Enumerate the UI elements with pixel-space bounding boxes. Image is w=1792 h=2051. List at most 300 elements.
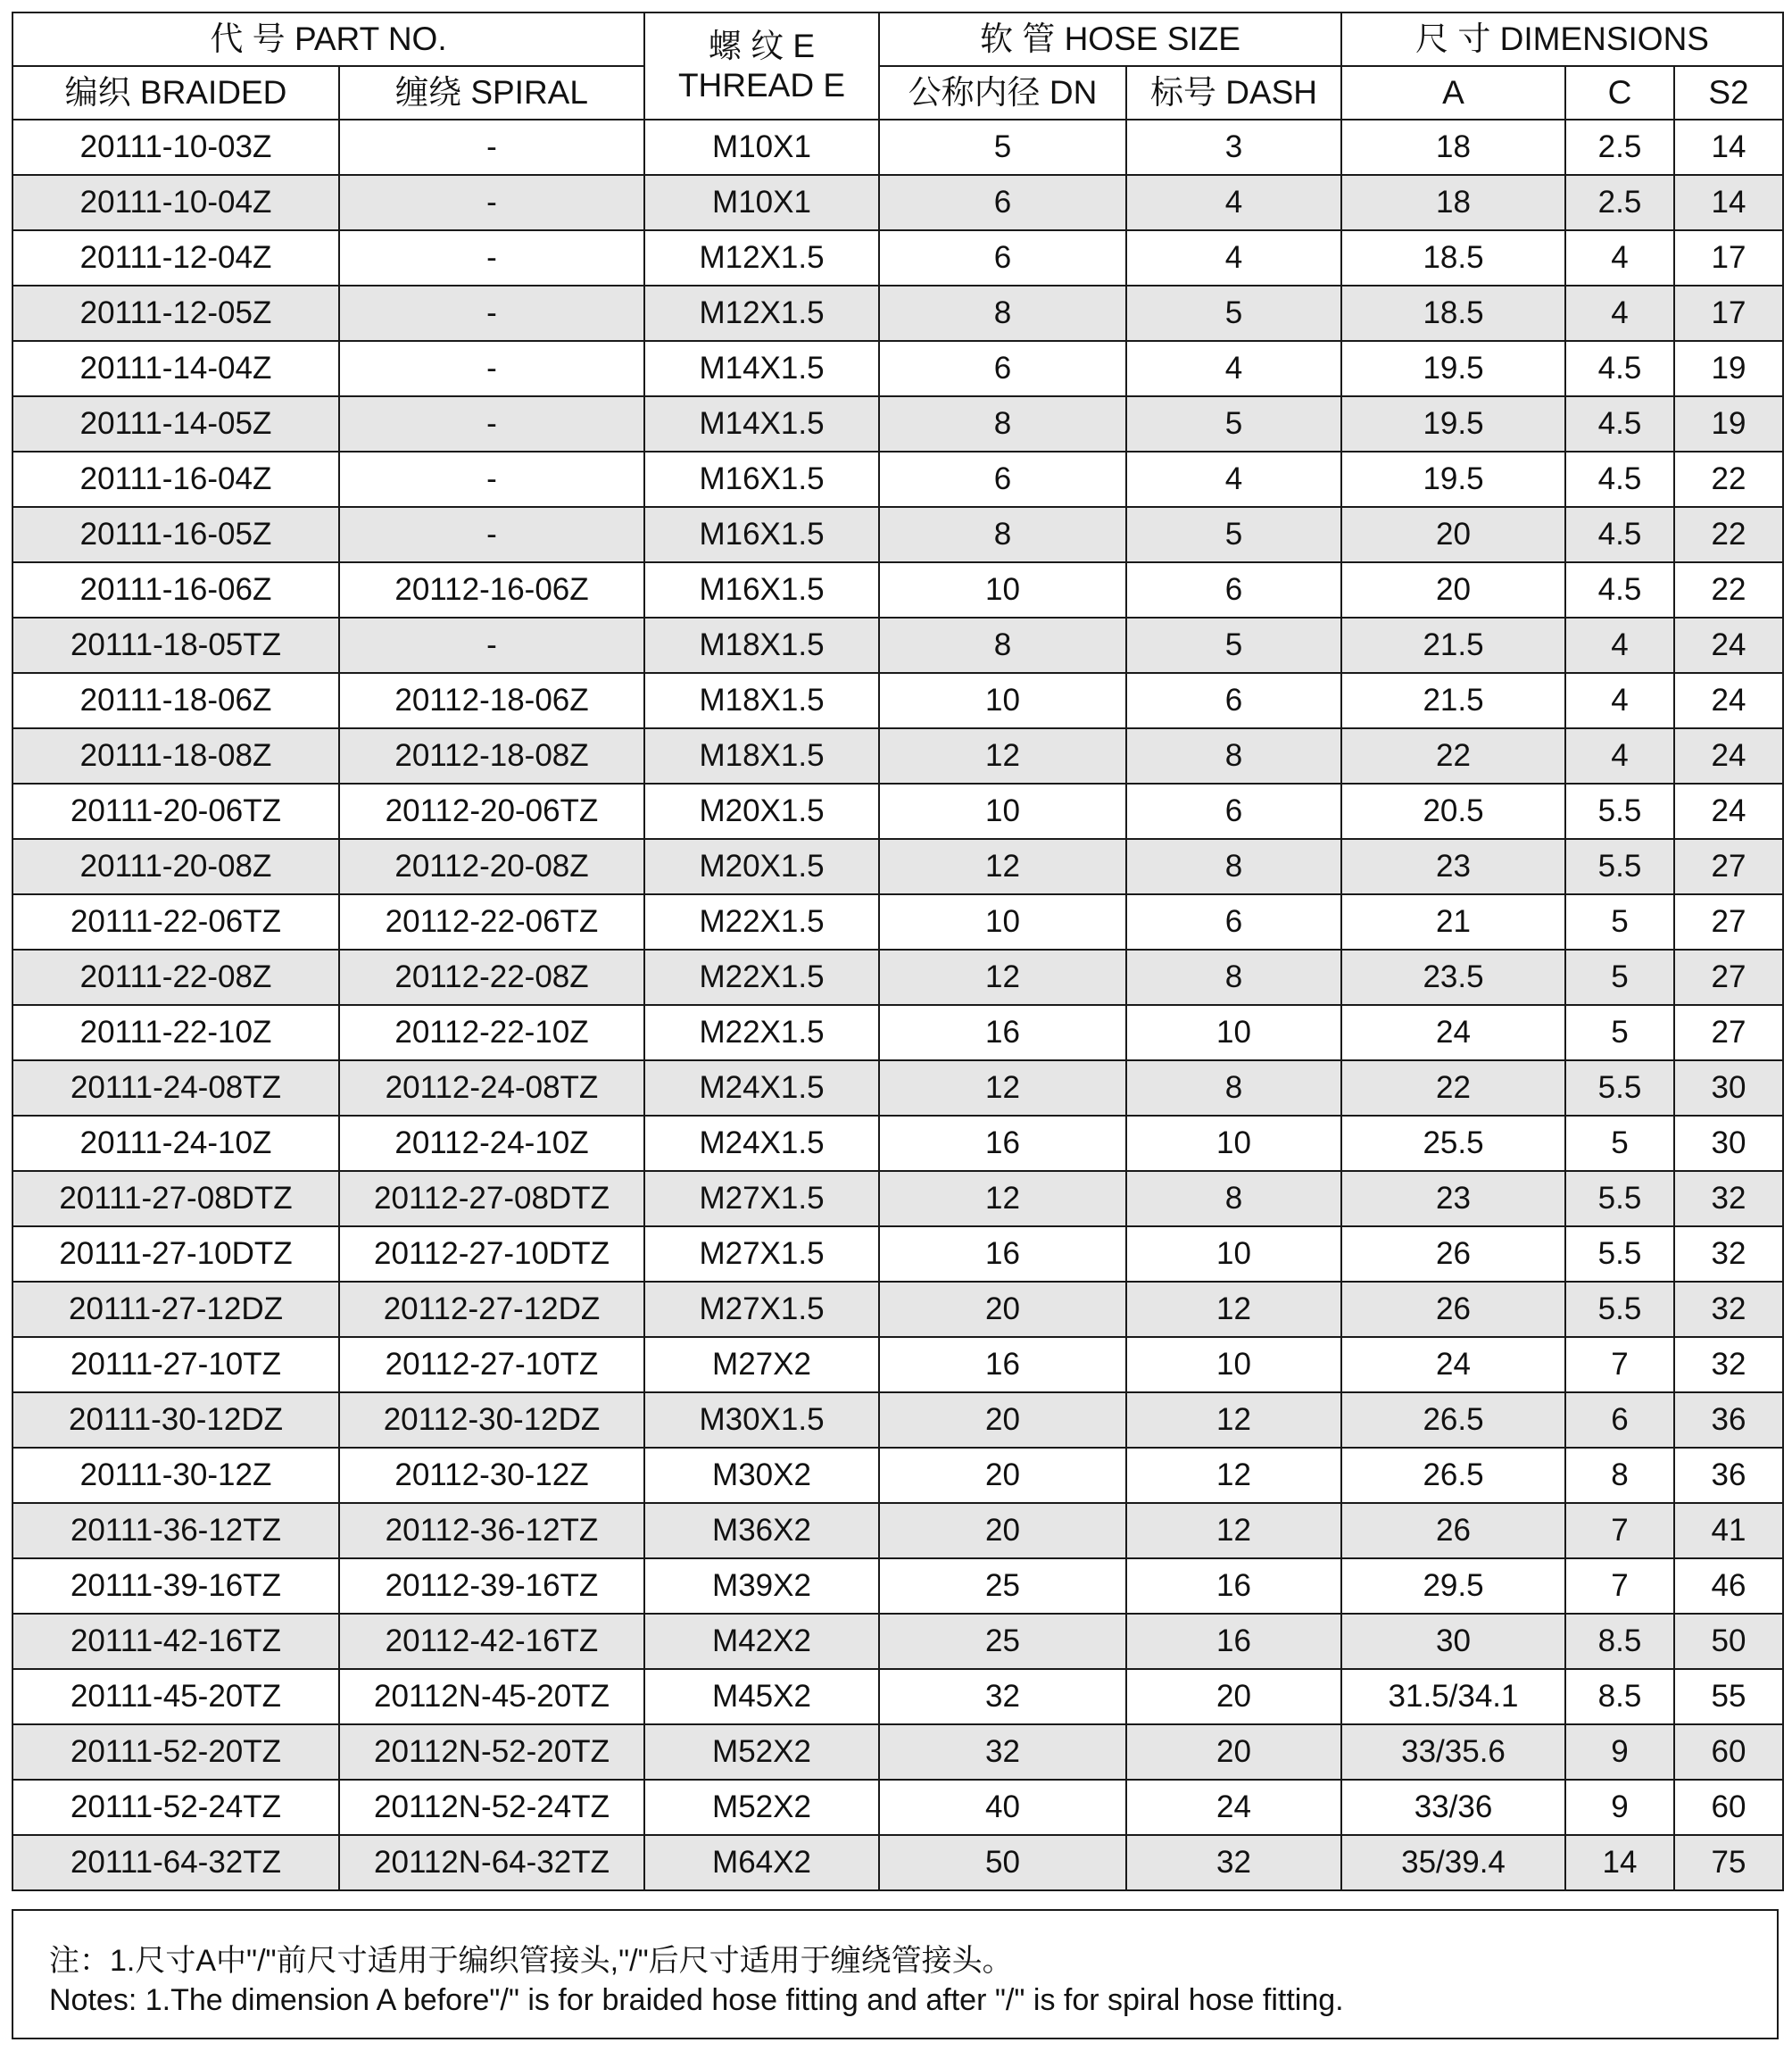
spiral-part-cell: 20112-22-08Z bbox=[339, 950, 644, 1005]
spiral-part-cell: 20112N-64-32TZ bbox=[339, 1835, 644, 1890]
dn-cell: 12 bbox=[879, 950, 1126, 1005]
thread-cell: M24X1.5 bbox=[644, 1060, 879, 1116]
dimension-c-cell: 8.5 bbox=[1565, 1614, 1674, 1669]
braided-part-cell: 20111-45-20TZ bbox=[12, 1669, 339, 1724]
spiral-part-cell: 20112-24-08TZ bbox=[339, 1060, 644, 1116]
dimension-s2-cell: 60 bbox=[1674, 1780, 1783, 1835]
dimension-c-cell: 5.5 bbox=[1565, 1171, 1674, 1226]
thread-cell: M42X2 bbox=[644, 1614, 879, 1669]
dash-cell: 4 bbox=[1126, 230, 1341, 286]
thread-header bbox=[644, 12, 879, 120]
dimension-s2-cell: 41 bbox=[1674, 1503, 1783, 1558]
dimension-a-cell: 19.5 bbox=[1341, 452, 1565, 507]
thread-cell: M27X1.5 bbox=[644, 1171, 879, 1226]
dimension-s2-cell: 19 bbox=[1674, 396, 1783, 452]
dimension-c-cell: 2.5 bbox=[1565, 120, 1674, 175]
dimension-a-header: A bbox=[1341, 66, 1565, 120]
spiral-part-cell: - bbox=[339, 507, 644, 562]
spiral-part-cell: - bbox=[339, 618, 644, 673]
dimension-a-cell: 22 bbox=[1341, 1060, 1565, 1116]
dn-cell: 16 bbox=[879, 1005, 1126, 1060]
dn-cell: 12 bbox=[879, 1171, 1126, 1226]
dash-cell: 12 bbox=[1126, 1503, 1341, 1558]
dimension-a-cell: 21 bbox=[1341, 894, 1565, 950]
dimension-s2-cell: 32 bbox=[1674, 1337, 1783, 1392]
dash-cell: 10 bbox=[1126, 1337, 1341, 1392]
dash-cell: 6 bbox=[1126, 784, 1341, 839]
braided-part-cell: 20111-27-10DTZ bbox=[12, 1226, 339, 1282]
dn-cell: 8 bbox=[879, 618, 1126, 673]
braided-part-cell: 20111-14-05Z bbox=[12, 396, 339, 452]
spec-table bbox=[12, 12, 1784, 1891]
dimensions-header: 尺 寸 DIMENSIONS bbox=[1341, 12, 1783, 66]
braided-part-cell: 20111-22-08Z bbox=[12, 950, 339, 1005]
dn-cell: 32 bbox=[879, 1724, 1126, 1780]
braided-part-cell: 20111-18-08Z bbox=[12, 728, 339, 784]
thread-cell: M22X1.5 bbox=[644, 1005, 879, 1060]
thread-cell: M27X1.5 bbox=[644, 1282, 879, 1337]
dimension-c-cell: 2.5 bbox=[1565, 175, 1674, 230]
table-row bbox=[12, 1503, 1783, 1558]
braided-part-cell: 20111-39-16TZ bbox=[12, 1558, 339, 1614]
thread-cell: M18X1.5 bbox=[644, 728, 879, 784]
dimension-a-cell: 20 bbox=[1341, 562, 1565, 618]
dash-cell: 8 bbox=[1126, 1171, 1341, 1226]
dash-cell: 10 bbox=[1126, 1005, 1341, 1060]
dimension-a-cell: 30 bbox=[1341, 1614, 1565, 1669]
dash-header: 标号 DASH bbox=[1126, 66, 1341, 120]
notes-box bbox=[12, 1909, 1779, 2039]
table-row bbox=[12, 562, 1783, 618]
dimension-a-cell: 21.5 bbox=[1341, 618, 1565, 673]
dash-cell: 5 bbox=[1126, 396, 1341, 452]
dimension-s2-cell: 17 bbox=[1674, 286, 1783, 341]
thread-cell: M18X1.5 bbox=[644, 618, 879, 673]
dn-cell: 20 bbox=[879, 1282, 1126, 1337]
braided-part-cell: 20111-18-05TZ bbox=[12, 618, 339, 673]
dimension-s2-cell: 19 bbox=[1674, 341, 1783, 396]
spiral-part-cell: - bbox=[339, 175, 644, 230]
table-row bbox=[12, 950, 1783, 1005]
thread-cell: M16X1.5 bbox=[644, 562, 879, 618]
dash-cell: 3 bbox=[1126, 120, 1341, 175]
dimension-a-cell: 21.5 bbox=[1341, 673, 1565, 728]
dimension-s2-cell: 22 bbox=[1674, 452, 1783, 507]
thread-cell: M16X1.5 bbox=[644, 507, 879, 562]
dimension-a-cell: 19.5 bbox=[1341, 396, 1565, 452]
dn-cell: 10 bbox=[879, 894, 1126, 950]
table-row bbox=[12, 1060, 1783, 1116]
braided-part-cell: 20111-18-06Z bbox=[12, 673, 339, 728]
dimension-s2-cell: 14 bbox=[1674, 175, 1783, 230]
dimension-s2-cell: 75 bbox=[1674, 1835, 1783, 1890]
thread-cell: M20X1.5 bbox=[644, 784, 879, 839]
spiral-part-cell: 20112-39-16TZ bbox=[339, 1558, 644, 1614]
thread-cell: M16X1.5 bbox=[644, 452, 879, 507]
dimension-c-cell: 8.5 bbox=[1565, 1669, 1674, 1724]
dimension-a-cell: 26 bbox=[1341, 1503, 1565, 1558]
thread-cell: M45X2 bbox=[644, 1669, 879, 1724]
dimension-c-cell: 4.5 bbox=[1565, 341, 1674, 396]
spiral-part-cell: 20112-36-12TZ bbox=[339, 1503, 644, 1558]
dn-cell: 8 bbox=[879, 507, 1126, 562]
braided-part-cell: 20111-10-03Z bbox=[12, 120, 339, 175]
thread-cell: M10X1 bbox=[644, 120, 879, 175]
spiral-part-cell: 20112-27-10DTZ bbox=[339, 1226, 644, 1282]
braided-part-cell: 20111-16-05Z bbox=[12, 507, 339, 562]
dn-cell: 8 bbox=[879, 396, 1126, 452]
spiral-part-cell: - bbox=[339, 120, 644, 175]
spiral-part-cell: 20112-30-12Z bbox=[339, 1448, 644, 1503]
spiral-part-cell: - bbox=[339, 396, 644, 452]
dimension-a-cell: 23 bbox=[1341, 1171, 1565, 1226]
dimension-s2-cell: 36 bbox=[1674, 1392, 1783, 1448]
dimension-c-cell: 5.5 bbox=[1565, 1282, 1674, 1337]
thread-cell: M30X1.5 bbox=[644, 1392, 879, 1448]
dn-cell: 40 bbox=[879, 1780, 1126, 1835]
braided-part-cell: 20111-24-10Z bbox=[12, 1116, 339, 1171]
spiral-part-cell: - bbox=[339, 230, 644, 286]
thread-cell: M18X1.5 bbox=[644, 673, 879, 728]
table-row bbox=[12, 120, 1783, 175]
dn-cell: 12 bbox=[879, 1060, 1126, 1116]
dimension-a-cell: 18.5 bbox=[1341, 286, 1565, 341]
spiral-part-cell: 20112N-52-24TZ bbox=[339, 1780, 644, 1835]
spiral-part-cell: 20112-42-16TZ bbox=[339, 1614, 644, 1669]
dash-cell: 5 bbox=[1126, 618, 1341, 673]
braided-part-cell: 20111-30-12Z bbox=[12, 1448, 339, 1503]
dimension-s2-cell: 24 bbox=[1674, 618, 1783, 673]
spiral-part-cell: 20112-30-12DZ bbox=[339, 1392, 644, 1448]
dimension-c-cell: 5 bbox=[1565, 1116, 1674, 1171]
dimension-s2-cell: 22 bbox=[1674, 562, 1783, 618]
thread-cell: M30X2 bbox=[644, 1448, 879, 1503]
dash-cell: 12 bbox=[1126, 1282, 1341, 1337]
dn-cell: 20 bbox=[879, 1392, 1126, 1448]
dimension-a-cell: 25.5 bbox=[1341, 1116, 1565, 1171]
dimension-c-cell: 4 bbox=[1565, 230, 1674, 286]
dimension-s2-cell: 32 bbox=[1674, 1226, 1783, 1282]
thread-cell: M14X1.5 bbox=[644, 341, 879, 396]
note-chinese: 注：1.尺寸A中"/"前尺寸适用于编织管接头,"/"后尺寸适用于缠绕管接头。 bbox=[49, 1944, 1013, 1978]
spiral-part-cell: 20112-22-06TZ bbox=[339, 894, 644, 950]
dimension-c-cell: 4.5 bbox=[1565, 452, 1674, 507]
dimension-s2-cell: 17 bbox=[1674, 230, 1783, 286]
braided-part-cell: 20111-27-12DZ bbox=[12, 1282, 339, 1337]
dimension-s2-cell: 22 bbox=[1674, 507, 1783, 562]
dimension-s2-cell: 30 bbox=[1674, 1116, 1783, 1171]
dimension-a-cell: 24 bbox=[1341, 1337, 1565, 1392]
dn-cell: 6 bbox=[879, 341, 1126, 396]
dash-cell: 12 bbox=[1126, 1392, 1341, 1448]
thread-cell: M14X1.5 bbox=[644, 396, 879, 452]
dimension-a-cell: 20.5 bbox=[1341, 784, 1565, 839]
dimension-c-cell: 5 bbox=[1565, 1005, 1674, 1060]
dash-cell: 12 bbox=[1126, 1448, 1341, 1503]
dash-cell: 4 bbox=[1126, 175, 1341, 230]
thread-cell: M22X1.5 bbox=[644, 894, 879, 950]
dimension-c-cell: 5.5 bbox=[1565, 784, 1674, 839]
dimension-s2-cell: 27 bbox=[1674, 1005, 1783, 1060]
braided-part-cell: 20111-42-16TZ bbox=[12, 1614, 339, 1669]
spiral-part-cell: - bbox=[339, 286, 644, 341]
dimension-c-header: C bbox=[1565, 66, 1674, 120]
dimension-a-cell: 26 bbox=[1341, 1226, 1565, 1282]
table-row bbox=[12, 452, 1783, 507]
hose-size-header: 软 管 HOSE SIZE bbox=[879, 12, 1341, 66]
dimension-c-cell: 5.5 bbox=[1565, 1226, 1674, 1282]
dn-cell: 6 bbox=[879, 452, 1126, 507]
dimension-c-cell: 5.5 bbox=[1565, 839, 1674, 894]
dimension-s2-cell: 27 bbox=[1674, 894, 1783, 950]
dimension-c-cell: 4 bbox=[1565, 728, 1674, 784]
thread-cell: M20X1.5 bbox=[644, 839, 879, 894]
dn-cell: 25 bbox=[879, 1558, 1126, 1614]
part-no-header: 代 号 PART NO. bbox=[12, 12, 644, 66]
dimension-s2-cell: 50 bbox=[1674, 1614, 1783, 1669]
braided-part-cell: 20111-52-20TZ bbox=[12, 1724, 339, 1780]
spiral-part-cell: 20112N-45-20TZ bbox=[339, 1669, 644, 1724]
table-header bbox=[12, 12, 1783, 120]
spiral-part-cell: 20112-22-10Z bbox=[339, 1005, 644, 1060]
braided-part-cell: 20111-12-05Z bbox=[12, 286, 339, 341]
dash-cell: 8 bbox=[1126, 1060, 1341, 1116]
table-row bbox=[12, 1116, 1783, 1171]
thread-cell: M27X2 bbox=[644, 1337, 879, 1392]
dimension-s2-cell: 24 bbox=[1674, 728, 1783, 784]
thread-cell: M39X2 bbox=[644, 1558, 879, 1614]
spiral-part-cell: 20112-27-08DTZ bbox=[339, 1171, 644, 1226]
table-row bbox=[12, 1392, 1783, 1448]
dimension-c-cell: 8 bbox=[1565, 1448, 1674, 1503]
dn-cell: 16 bbox=[879, 1116, 1126, 1171]
braided-part-cell: 20111-14-04Z bbox=[12, 341, 339, 396]
spiral-part-cell: 20112-18-08Z bbox=[339, 728, 644, 784]
dimension-a-cell: 18 bbox=[1341, 120, 1565, 175]
thread-cell: M12X1.5 bbox=[644, 230, 879, 286]
dimension-c-cell: 5 bbox=[1565, 950, 1674, 1005]
spiral-part-cell: 20112-16-06Z bbox=[339, 562, 644, 618]
table-row bbox=[12, 1780, 1783, 1835]
dash-cell: 6 bbox=[1126, 673, 1341, 728]
braided-part-cell: 20111-22-06TZ bbox=[12, 894, 339, 950]
dimension-c-cell: 9 bbox=[1565, 1724, 1674, 1780]
dimension-c-cell: 4 bbox=[1565, 618, 1674, 673]
dimension-a-cell: 35/39.4 bbox=[1341, 1835, 1565, 1890]
thread-cell: M22X1.5 bbox=[644, 950, 879, 1005]
dimension-s2-cell: 27 bbox=[1674, 950, 1783, 1005]
dimension-s2-cell: 46 bbox=[1674, 1558, 1783, 1614]
dimension-a-cell: 20 bbox=[1341, 507, 1565, 562]
dash-cell: 24 bbox=[1126, 1780, 1341, 1835]
table-row bbox=[12, 673, 1783, 728]
dimension-c-cell: 5 bbox=[1565, 894, 1674, 950]
thread-cell: M36X2 bbox=[644, 1503, 879, 1558]
braided-part-cell: 20111-22-10Z bbox=[12, 1005, 339, 1060]
braided-part-cell: 20111-27-10TZ bbox=[12, 1337, 339, 1392]
braided-part-cell: 20111-36-12TZ bbox=[12, 1503, 339, 1558]
braided-part-cell: 20111-20-06TZ bbox=[12, 784, 339, 839]
dimension-c-cell: 4 bbox=[1565, 673, 1674, 728]
dimension-a-cell: 19.5 bbox=[1341, 341, 1565, 396]
dimension-c-cell: 4.5 bbox=[1565, 396, 1674, 452]
table-row bbox=[12, 1835, 1783, 1890]
dn-cell: 6 bbox=[879, 230, 1126, 286]
spiral-header: 缠绕 SPIRAL bbox=[339, 66, 644, 120]
dash-cell: 5 bbox=[1126, 286, 1341, 341]
dn-cell: 20 bbox=[879, 1448, 1126, 1503]
dash-cell: 20 bbox=[1126, 1724, 1341, 1780]
thread-cell: M12X1.5 bbox=[644, 286, 879, 341]
braided-part-cell: 20111-30-12DZ bbox=[12, 1392, 339, 1448]
spiral-part-cell: 20112-20-08Z bbox=[339, 839, 644, 894]
dimension-a-cell: 22 bbox=[1341, 728, 1565, 784]
dash-cell: 8 bbox=[1126, 728, 1341, 784]
table-row bbox=[12, 1005, 1783, 1060]
braided-part-cell: 20111-12-04Z bbox=[12, 230, 339, 286]
spiral-part-cell: 20112N-52-20TZ bbox=[339, 1724, 644, 1780]
braided-part-cell: 20111-27-08DTZ bbox=[12, 1171, 339, 1226]
header-row-top bbox=[12, 12, 1783, 66]
table-row bbox=[12, 1614, 1783, 1669]
dn-cell: 5 bbox=[879, 120, 1126, 175]
dn-cell: 16 bbox=[879, 1337, 1126, 1392]
note-english: Notes: 1.The dimension A before"/" is for braided hose fitting and after "/" is for spiral hose fitting. bbox=[49, 1983, 1344, 2017]
dimension-a-cell: 23 bbox=[1341, 839, 1565, 894]
table-row bbox=[12, 230, 1783, 286]
dash-cell: 10 bbox=[1126, 1116, 1341, 1171]
dn-cell: 25 bbox=[879, 1614, 1126, 1669]
dash-cell: 8 bbox=[1126, 839, 1341, 894]
table-row bbox=[12, 1558, 1783, 1614]
dimension-a-cell: 33/35.6 bbox=[1341, 1724, 1565, 1780]
table-row bbox=[12, 1337, 1783, 1392]
dash-cell: 16 bbox=[1126, 1558, 1341, 1614]
dimension-c-cell: 7 bbox=[1565, 1337, 1674, 1392]
dimension-s2-cell: 30 bbox=[1674, 1060, 1783, 1116]
spiral-part-cell: 20112-18-06Z bbox=[339, 673, 644, 728]
dimension-c-cell: 7 bbox=[1565, 1558, 1674, 1614]
dimension-c-cell: 14 bbox=[1565, 1835, 1674, 1890]
table-row bbox=[12, 175, 1783, 230]
table-row bbox=[12, 286, 1783, 341]
dimension-s2-header: S2 bbox=[1674, 66, 1783, 120]
table-row bbox=[12, 1448, 1783, 1503]
braided-header: 编织 BRAIDED bbox=[12, 66, 339, 120]
table-row bbox=[12, 396, 1783, 452]
dimension-c-cell: 4.5 bbox=[1565, 507, 1674, 562]
dimension-s2-cell: 14 bbox=[1674, 120, 1783, 175]
dimension-a-cell: 31.5/34.1 bbox=[1341, 1669, 1565, 1724]
thread-cell: M64X2 bbox=[644, 1835, 879, 1890]
thread-cell: M52X2 bbox=[644, 1724, 879, 1780]
dash-cell: 4 bbox=[1126, 452, 1341, 507]
table-row bbox=[12, 894, 1783, 950]
table-row bbox=[12, 618, 1783, 673]
dimension-a-cell: 18.5 bbox=[1341, 230, 1565, 286]
dimension-a-cell: 26.5 bbox=[1341, 1448, 1565, 1503]
dn-cell: 20 bbox=[879, 1503, 1126, 1558]
thread-cell: M24X1.5 bbox=[644, 1116, 879, 1171]
spiral-part-cell: 20112-27-10TZ bbox=[339, 1337, 644, 1392]
table-row bbox=[12, 839, 1783, 894]
braided-part-cell: 20111-64-32TZ bbox=[12, 1835, 339, 1890]
thread-header-en: THREAD E bbox=[677, 67, 846, 104]
dn-cell: 8 bbox=[879, 286, 1126, 341]
dash-cell: 4 bbox=[1126, 341, 1341, 396]
dimension-a-cell: 26.5 bbox=[1341, 1392, 1565, 1448]
dimension-a-cell: 23.5 bbox=[1341, 950, 1565, 1005]
dimension-c-cell: 9 bbox=[1565, 1780, 1674, 1835]
dash-cell: 6 bbox=[1126, 562, 1341, 618]
dimension-s2-cell: 24 bbox=[1674, 673, 1783, 728]
dash-cell: 20 bbox=[1126, 1669, 1341, 1724]
spiral-part-cell: 20112-20-06TZ bbox=[339, 784, 644, 839]
table-row bbox=[12, 1171, 1783, 1226]
dimension-a-cell: 24 bbox=[1341, 1005, 1565, 1060]
dash-cell: 8 bbox=[1126, 950, 1341, 1005]
thread-cell: M52X2 bbox=[644, 1780, 879, 1835]
dimension-s2-cell: 60 bbox=[1674, 1724, 1783, 1780]
spiral-part-cell: - bbox=[339, 341, 644, 396]
dimension-a-cell: 18 bbox=[1341, 175, 1565, 230]
dimension-a-cell: 29.5 bbox=[1341, 1558, 1565, 1614]
braided-part-cell: 20111-16-04Z bbox=[12, 452, 339, 507]
spiral-part-cell: 20112-27-12DZ bbox=[339, 1282, 644, 1337]
dn-header: 公称内径 DN bbox=[879, 66, 1126, 120]
dimension-a-cell: 26 bbox=[1341, 1282, 1565, 1337]
dash-cell: 16 bbox=[1126, 1614, 1341, 1669]
table-body bbox=[12, 120, 1783, 1890]
dimension-c-cell: 5.5 bbox=[1565, 1060, 1674, 1116]
dn-cell: 10 bbox=[879, 673, 1126, 728]
dn-cell: 12 bbox=[879, 839, 1126, 894]
dimension-s2-cell: 24 bbox=[1674, 784, 1783, 839]
dash-cell: 32 bbox=[1126, 1835, 1341, 1890]
dn-cell: 50 bbox=[879, 1835, 1126, 1890]
braided-part-cell: 20111-16-06Z bbox=[12, 562, 339, 618]
dimension-c-cell: 4 bbox=[1565, 286, 1674, 341]
dimension-s2-cell: 32 bbox=[1674, 1282, 1783, 1337]
table-row bbox=[12, 1282, 1783, 1337]
dn-cell: 10 bbox=[879, 562, 1126, 618]
table-row bbox=[12, 728, 1783, 784]
dimension-s2-cell: 55 bbox=[1674, 1669, 1783, 1724]
dimension-s2-cell: 27 bbox=[1674, 839, 1783, 894]
braided-part-cell: 20111-24-08TZ bbox=[12, 1060, 339, 1116]
thread-cell: M27X1.5 bbox=[644, 1226, 879, 1282]
spiral-part-cell: 20112-24-10Z bbox=[339, 1116, 644, 1171]
spiral-part-cell: - bbox=[339, 452, 644, 507]
dash-cell: 10 bbox=[1126, 1226, 1341, 1282]
dn-cell: 10 bbox=[879, 784, 1126, 839]
dn-cell: 32 bbox=[879, 1669, 1126, 1724]
dn-cell: 12 bbox=[879, 728, 1126, 784]
table-row bbox=[12, 1669, 1783, 1724]
table-row bbox=[12, 1724, 1783, 1780]
dimension-s2-cell: 36 bbox=[1674, 1448, 1783, 1503]
dimension-c-cell: 6 bbox=[1565, 1392, 1674, 1448]
table-row bbox=[12, 784, 1783, 839]
thread-header-cn: 螺 纹 E bbox=[708, 28, 816, 64]
header-row-sub bbox=[12, 66, 1783, 120]
dimension-c-cell: 7 bbox=[1565, 1503, 1674, 1558]
braided-part-cell: 20111-52-24TZ bbox=[12, 1780, 339, 1835]
dash-cell: 5 bbox=[1126, 507, 1341, 562]
dash-cell: 6 bbox=[1126, 894, 1341, 950]
table-row bbox=[12, 507, 1783, 562]
table-row bbox=[12, 1226, 1783, 1282]
